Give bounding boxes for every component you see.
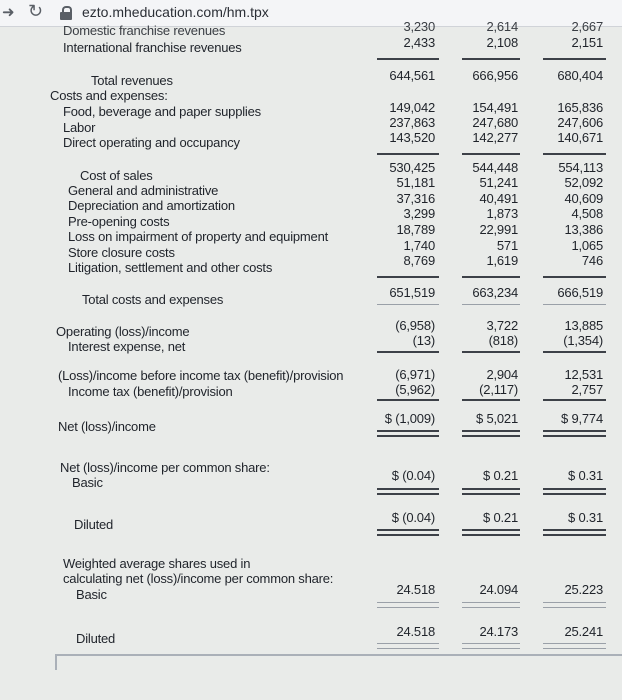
value-cell: (2,117) <box>479 382 518 397</box>
row-label: Basic <box>76 587 107 602</box>
value-cell: 1,740 <box>403 238 435 253</box>
value-cell: (13) <box>412 333 435 348</box>
value-cell: 40,491 <box>479 191 518 206</box>
double-underline <box>462 648 520 649</box>
value-cell: 1,065 <box>571 238 603 253</box>
value-cell: 2,904 <box>486 367 518 382</box>
underline <box>377 58 439 60</box>
value-cell: 51,241 <box>479 175 518 190</box>
row-label: Store closure costs <box>68 245 175 260</box>
double-underline <box>462 643 520 644</box>
section-heading: calculating net (loss)/income per common share: <box>63 571 334 586</box>
value-cell: 37,316 <box>396 191 435 206</box>
row-label: Pre-opening costs <box>68 214 170 229</box>
row-label: General and administrative <box>68 183 219 198</box>
underline <box>377 399 439 401</box>
double-underline <box>462 488 520 490</box>
row-label: Income tax (benefit)/provision <box>68 384 233 399</box>
value-cell: 644,561 <box>389 68 435 83</box>
value-cell: 24.094 <box>479 582 518 597</box>
double-underline <box>377 488 439 490</box>
underline <box>377 351 439 353</box>
value-cell: 154,491 <box>472 100 518 115</box>
row-label: Litigation, settlement and other costs <box>68 260 273 275</box>
value-cell: 25.241 <box>564 624 603 639</box>
double-underline <box>543 493 606 495</box>
underline <box>543 153 606 155</box>
value-cell: 2,108 <box>486 35 518 50</box>
value-cell: 651,519 <box>389 285 435 300</box>
row-label: Interest expense, net <box>68 339 186 354</box>
double-underline <box>462 430 520 432</box>
value-cell: 149,042 <box>389 100 435 115</box>
value-cell: 24.173 <box>479 624 518 639</box>
value-cell: $ 9,774 <box>561 411 603 426</box>
value-cell: 40,609 <box>564 191 603 206</box>
value-cell: $ (1,009) <box>384 411 435 426</box>
row-label: Total revenues <box>91 73 173 88</box>
income-statement <box>0 19 622 700</box>
value-cell: 3,230 <box>403 19 435 34</box>
value-cell: 530,425 <box>389 160 435 175</box>
section-heading: Weighted average shares used in <box>63 556 251 571</box>
double-underline <box>377 534 439 536</box>
underline <box>462 58 520 60</box>
value-cell: $ (0.04) <box>391 468 435 483</box>
double-underline <box>543 602 606 603</box>
value-cell: 2,614 <box>486 19 518 34</box>
double-underline <box>543 529 606 531</box>
row-label: Basic <box>72 475 103 490</box>
value-cell: $ 0.31 <box>568 468 603 483</box>
value-cell: 3,722 <box>486 318 518 333</box>
double-underline <box>543 534 606 536</box>
value-cell: 666,519 <box>557 285 603 300</box>
value-cell: (6,958) <box>395 318 435 333</box>
row-label: Total costs and expenses <box>82 292 224 307</box>
value-cell: 18,789 <box>396 222 435 237</box>
value-cell: 25.223 <box>564 582 603 597</box>
double-underline <box>543 435 606 437</box>
double-underline <box>377 529 439 531</box>
value-cell: 2,433 <box>403 35 435 50</box>
value-cell: (818) <box>488 333 518 348</box>
address-bar-url[interactable]: ezto.mheducation.com/hm.tpx <box>82 4 269 20</box>
value-cell: 2,757 <box>571 382 603 397</box>
value-cell: 1,619 <box>486 253 518 268</box>
row-label: Food, beverage and paper supplies <box>63 104 261 119</box>
value-cell: 13,885 <box>564 318 603 333</box>
double-underline <box>377 607 439 608</box>
value-cell: (6,971) <box>395 367 435 382</box>
double-underline <box>377 430 439 432</box>
value-cell: 237,863 <box>389 115 435 130</box>
value-cell: 24.518 <box>396 624 435 639</box>
underline <box>543 304 606 305</box>
value-cell: 746 <box>581 253 603 268</box>
double-underline <box>462 435 520 437</box>
value-cell: 2,667 <box>571 19 603 34</box>
underline <box>377 304 439 305</box>
double-underline <box>462 529 520 531</box>
value-cell: 666,956 <box>472 68 518 83</box>
row-label: Loss on impairment of property and equipment <box>68 229 329 244</box>
underline <box>543 351 606 353</box>
value-cell: 2,151 <box>571 35 603 50</box>
value-cell: 51,181 <box>396 175 435 190</box>
value-cell: (5,962) <box>395 382 435 397</box>
underline <box>462 399 520 401</box>
value-cell: $ 0.31 <box>568 510 603 525</box>
underline <box>462 153 520 155</box>
lock-icon <box>60 6 72 20</box>
value-cell: 1,873 <box>486 206 518 221</box>
double-underline <box>543 648 606 649</box>
row-label: Diluted <box>74 517 114 532</box>
value-cell: 247,680 <box>472 115 518 130</box>
value-cell: 140,671 <box>557 130 603 145</box>
row-label: Depreciation and amortization <box>68 198 235 213</box>
value-cell: $ 0.21 <box>483 468 518 483</box>
double-underline <box>543 488 606 490</box>
section-heading: Net (loss)/income per common share: <box>60 460 270 475</box>
row-label: Labor <box>63 120 96 135</box>
row-label: Cost of sales <box>80 168 153 183</box>
row-label: Diluted <box>76 631 116 646</box>
value-cell: 571 <box>496 238 518 253</box>
double-underline <box>377 643 439 644</box>
value-cell: 247,606 <box>557 115 603 130</box>
value-cell: 544,448 <box>472 160 518 175</box>
row-label: Domestic franchise revenues <box>63 23 226 38</box>
underline <box>462 276 520 278</box>
underline <box>543 399 606 401</box>
content-frame-edge <box>55 654 622 670</box>
double-underline <box>462 534 520 536</box>
underline <box>377 276 439 278</box>
value-cell: 143,520 <box>389 130 435 145</box>
value-cell: 165,836 <box>557 100 603 115</box>
value-cell: 12,531 <box>564 367 603 382</box>
value-cell: 663,234 <box>472 285 518 300</box>
row-label: Net (loss)/income <box>58 419 156 434</box>
value-cell: 24.518 <box>396 582 435 597</box>
underline <box>543 58 606 60</box>
double-underline <box>377 602 439 603</box>
double-underline <box>377 493 439 495</box>
underline <box>462 351 520 353</box>
value-cell: (1,354) <box>563 333 603 348</box>
value-cell: 8,769 <box>403 253 435 268</box>
value-cell: 142,277 <box>472 130 518 145</box>
value-cell: 13,386 <box>564 222 603 237</box>
double-underline <box>543 430 606 432</box>
value-cell: 22,991 <box>479 222 518 237</box>
value-cell: $ (0.04) <box>391 510 435 525</box>
value-cell: 3,299 <box>403 206 435 221</box>
value-cell: $ 0.21 <box>483 510 518 525</box>
double-underline <box>462 493 520 495</box>
section-heading: Costs and expenses: <box>50 88 168 103</box>
value-cell: 52,092 <box>564 175 603 190</box>
reload-icon[interactable]: ↻ <box>28 1 44 21</box>
underline <box>377 153 439 155</box>
value-cell: $ 5,021 <box>476 411 518 426</box>
double-underline <box>462 602 520 603</box>
value-cell: 4,508 <box>571 206 603 221</box>
row-label: (Loss)/income before income tax (benefit)/provision <box>58 368 344 383</box>
underline <box>543 276 606 278</box>
double-underline <box>377 648 439 649</box>
double-underline <box>462 607 520 608</box>
value-cell: 680,404 <box>557 68 603 83</box>
underline <box>462 304 520 305</box>
row-label: Operating (loss)/income <box>56 324 190 339</box>
double-underline <box>377 435 439 437</box>
row-label: International franchise revenues <box>63 40 242 55</box>
double-underline <box>543 643 606 644</box>
row-label: Direct operating and occupancy <box>63 135 240 150</box>
forward-arrow-icon[interactable]: ➜ <box>2 4 15 21</box>
value-cell: 554,113 <box>558 160 603 175</box>
double-underline <box>543 607 606 608</box>
